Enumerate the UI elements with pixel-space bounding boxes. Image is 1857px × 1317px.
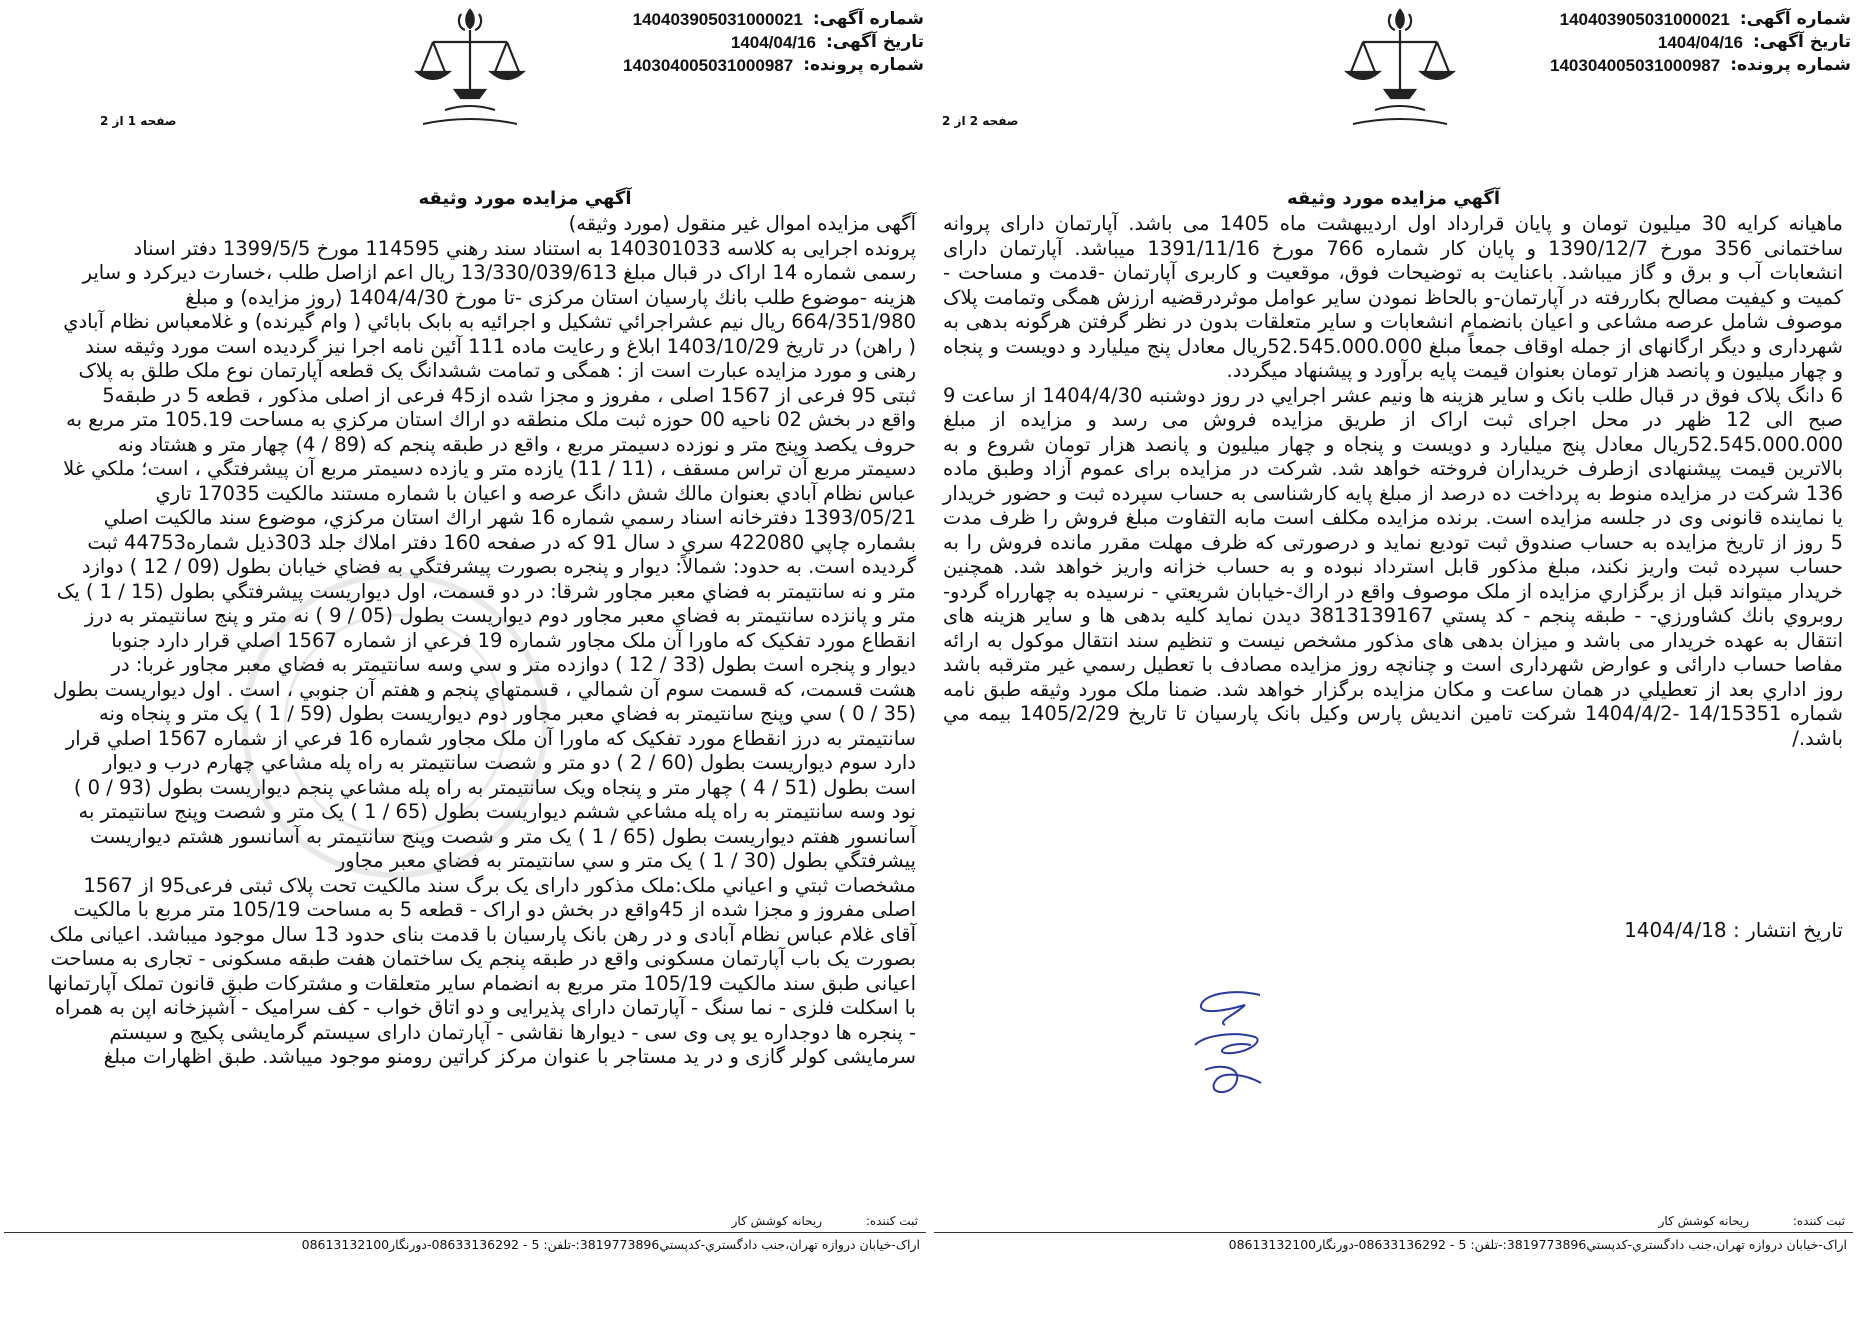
- ad-body-line: پرونده اجرایی به کلاسه 140301033 به استناد سند رهني 114595 مورخ 1399/5/5 دفتر اسناد: [133, 236, 916, 260]
- ad-body-line: پيشرفتگي بطول (30 / 1 ) يک متر و سي سانتيمتر به فضاي معبر مجاور: [335, 849, 916, 872]
- ad-body-line: نود وسه سانتيمتر به راه پله مشاعي ششم ديواريست بطول (65 / 1 ) يک متر و شصت وپنج سانتيمتر به: [78, 800, 916, 823]
- publication-date-label: تاریخ انتشار :: [1733, 918, 1843, 942]
- ad-body-paragraph: 6 دانگ پلاک فوق در قبال طلب بانک و سایر هزینه ها ونیم عشر اجرایي در روز دوشنبه 1404/4/30 از ساعت 9 صبح الی 12 ظهر در محل اجرای ثبت اراک از طریق مزایده فروش می رسد و مزایده از مبلغ 52.545.000.000ریال معادل پنج میلیارد و دویست و پنجاه و چهار میلیون و پانصد هزار تومان شروع و به بالاترین قیمت پیشنهادی ازطرف خریداران فروخته خواهد شد. شرکت در مزایده برای عموم آزاد وطبق ماده 136 شرکت در مزایده منوط به پرداخت ده درصد از مبلغ پایه کارشناسی به حساب سپرده ثبت و حضور خریدار یا نماینده قانونی وی در جلسه مزایده است. برنده مزایده مکلف است مابه التفاوت مبلغ فروش را ظرف مدت 5 روز از تاریخ مزایده به حساب صندوق ثبت تودیع نماید و درصورتی که ظرف مهلت مقرر مانده فروش را به حساب سپرده ثبت واریز نکند، مبلغ مذکور قابل استرداد نبوده و به حساب خزانه واریز خواهد شد. همچنین خریدار میتواند قبل از برگزاري مزايده از ملک موصوف واقع در اراك-خيابان شريعتي - نرسيده به چهارراه گردو- روبروي بانك كشاورزي- - طبقه پنجم - كد پستي 3813139167 ديدن نمايد كليه بدهی ها و سایر هزینه های انتقال به عهده خریدار می باشد و میزان بدهی های مذکور مشخص نیست و تنظیم سند انتقال موکول به ارائه مفاصا حساب دارائی و عوارض شهرداری است و چنانچه روز مزایده مصادف با تعطیل رسمي غير مترقبه باشد روز اداري بعد از تعطيلي در همان ساعت و مكان مزايده برگزار خواهد شد. ضمنا ملک مورد وثیقه طبق نامه شماره 14/15351 -1404/4/2 شرکت تامین اندیش پارس وکیل بانک پارسیان تا تاریخ 1405/2/29 بیمه مي باشد./: [943, 383, 1844, 750]
- ad-body-line: سانتيمتر به درز انقطاع مورد تفكيک كه ماورا آن ملک مجاور شماره 16 فرعي از شماره 1567 اصلي قرار: [65, 726, 916, 750]
- publication-date-value: 1404/4/18: [1624, 918, 1727, 942]
- ad-meta: [1491, 8, 1851, 77]
- registrar: [1659, 1214, 1845, 1228]
- ad-body-line: بصورت یک باب آپارتمان مسکونی واقع در طبقه پنجم یک ساختمان هفت طبقه مسکونی - تجاری به مساحت: [50, 947, 916, 970]
- ad-body-line: هزينه -موضوع طلب بانك پارسيان استان مركزی -تا مورخ 1404/4/30 (روز مزايده) و مبلغ: [185, 285, 916, 309]
- ad-body-line: آقای غلام عباس نظام آبادی و در رهن بانک پارسیان با قدمت بنای حدود 13 سال موجود میباشد. اعیانی ملک: [49, 922, 916, 946]
- ad-body-line: انقطاع مورد تفكيک كه ماورا آن ملک مجاور شماره 19 فرعي از شماره 1567 اصلي قرار دارد جنوبا: [111, 628, 916, 652]
- ad-number: 140403905031000021: [632, 10, 803, 29]
- ad-body-line: گرديده است. به حدود: شمالاً: ديوار و پنجره بصورت پيشرفتگي به فضاي خيابان بطول (09 / 12 ) دوازد: [81, 555, 916, 578]
- page-number: صفحه 1 از 2: [100, 114, 177, 128]
- case-number: 140304005031000987: [1550, 56, 1721, 75]
- ad-date: 1404/04/16: [730, 33, 816, 52]
- ad-body-line: آگهی مزایده اموال غیر منقول (مورد وثیقه): [568, 212, 916, 235]
- ad-body-line: (35 / 0 ) سي وپنج سانتيمتر به فضاي معبر مجاور دوم ديواريست بطول (59 / 1 ) يک متر و پنجاه ونه: [99, 702, 916, 725]
- ad-body-line: واقع در بخش 02 ناحيه 00 حوزه ثبت ملک منطقه دو اراك استان مركزي به مساحت 105.19 متر مربع به: [66, 408, 916, 431]
- ad-body-line: ديوار و پنجره است بطول (33 / 12 ) دوازده متر و سي وسه سانتيمتر به فضاي معبر مجاور غربا: در: [111, 653, 916, 676]
- ad-date: 1404/04/16: [1657, 33, 1743, 52]
- ad-title: آگهي مزايده مورد وثيقه: [418, 188, 632, 209]
- ad-body-line: مشخصات ثبتي و اعياني ملک:ملک مذکور دارای یک برگ سند مالکیت تحت پلاک ثبتی فرعی95 از 1567: [83, 873, 916, 897]
- ad-body-line: رهنی و مورد مزایده عبارت است از : همگی و تمامت ششدانگ یک قطعه آپارتمان نوع ملک طلق به پلاک: [78, 359, 916, 382]
- ad-body-line: با اسکلت فلزی - نما سنگ - آپارتمان دارای پذیرایی و دو اتاق خواب - کف سرامیک - آشپزخانه اپن به همراه: [54, 996, 916, 1019]
- judiciary-emblem-icon: [1325, 2, 1475, 132]
- ad-body-line: سرمایشی کولر گازی و در ید مستاجر با عنوان مرکز کراتین رومنو موجود میباشد. طبق اظهارات مبلغ: [103, 1045, 916, 1068]
- ad-title: آگهي مزايده مورد وثيقه: [1286, 188, 1501, 209]
- registrar-label: ثبت کننده:: [865, 1214, 918, 1228]
- ad-body-line: دارد سوم ديواريست بطول (60 / 2 ) دو متر و شصت سانتيمتر به راه پله مشاعي چهارم درب و ديوار: [102, 751, 916, 774]
- ad-body-line: - پنجره ها دوجداره یو پی وی سی - دیوارها نقاشی - آپارتمان دارای سیستم گرمایشی پکیج و سیستم: [109, 1020, 916, 1044]
- case-number-label: شماره پرونده:: [1730, 55, 1851, 75]
- registrar-name: ریحانه کوشش کار: [731, 1214, 823, 1228]
- office-address: اراک-خيابان دروازه تهران،جنب دادگستري-کدپستي3819773896:-تلفن: 5 - 08633136292-دورنگار08613132100: [1228, 1237, 1847, 1252]
- ad-body: [943, 212, 1843, 751]
- ad-body-line: حروف يكصد وپنج متر و نوزده دسيمتر مربع ، واقع در طبقه پنجم كه (89 / 4) چهار متر و هشتاد ونه: [117, 432, 916, 456]
- registrar: [732, 1214, 918, 1228]
- ad-body-paragraph: ماهیانه کرایه 30 میلیون تومان و پایان قرارداد اول اردیبهشت ماه 1405 می باشد. آپارتمان دارای پروانه ساختمانی 356 مورخ 1390/12/7 و پایان کار شماره 766 مورخ 1391/11/16 میباشد. آپارتمان دارای انشعابات آب و برق و گاز میباشد. باعنایت به توضیحات فوق، موقعیت و کاربری آپارتمان -قدمت و مساحت - کمیت و کیفیت مصالح بکاررفته در آپارتمان-و بالحاظ نمودن سایر عوامل موثردرقضیه ارزش همگی وتمامت پلاک موصوف شامل عرصه مشاعی و اعیان بانضمام انشعابات و سایر متعلقات بدون در نظر گرفتن هرگونه بدهی به شهرداری و دیگر ارگانهای از جمله اوقاف جمعاً مبلغ 52.545.000.000ریال معادل پنج میلیارد و دویست و پنجاه و چهار میلیون و پانصد هزار تومان بعنوان قیمت پایه برآورد و پیشنهاد میگردد.: [943, 212, 1844, 382]
- ad-meta: [564, 8, 924, 77]
- ad-body-line: رسمی شماره 14 اراک در قبال مبلغ 13/330/039/613 ريال اعم ازاصل طلب ،خسارت ديركرد و ساير: [82, 261, 916, 284]
- watermark-seal-icon: [230, 560, 560, 890]
- ad-number-label: شماره آگهی:: [1739, 9, 1851, 29]
- ad-body-line: بشماره چاپي 422080 سري د سال 91 كه در صفحه 160 دفتر املاك جلد 303ذيل شماره44753 ثبت: [87, 530, 916, 554]
- ad-body-line: متر و پانزده سانتيمتر به فضاي معبر مجاور دوم ديواريست بطول (05 / 9 ) نه متر و پنج سانتيمتر به درز: [84, 604, 916, 627]
- judiciary-emblem-icon: [395, 2, 545, 132]
- signature-icon: [1165, 975, 1305, 1115]
- case-number: 140304005031000987: [623, 56, 794, 75]
- ad-body-line: ( راهن) در تاريخ 1403/10/29 ابلاغ و رعايت ماده 111 آئين نامه اجرا نيز گرديده است مورد وثيقه سند: [85, 334, 916, 358]
- office-address: اراک-خيابان دروازه تهران،جنب دادگستري-کدپستي3819773896:-تلفن: 5 - 08633136292-دورنگار08613132100: [301, 1237, 920, 1252]
- ad-number: 140403905031000021: [1559, 10, 1730, 29]
- ad-number-label: شماره آگهی:: [812, 9, 924, 29]
- ad-date-label: تاریخ آگهی:: [1752, 32, 1851, 52]
- ad-body-line: اعیانی طبق سند مالکیت 105/19 متر مربع به انضمام سایر متعلقات و مشترکات طبق قانون تملک آپارتمانها: [47, 971, 916, 995]
- ad-body-line: 1393/05/21 دفترخانه اسناد رسمي شماره 16 شهر اراك استان مركزي، موضوع سند مالكيت اصلي: [103, 506, 916, 529]
- publication-date: [1624, 918, 1843, 942]
- ad-body-line: دسيمتر مربع آن تراس مسقف ، (11 / 11) يازده متر و يازده دسيمتر مربع آن پيشرفتگي ، است؛ ملكي غلا: [63, 457, 916, 480]
- ad-body-line: اصلی مفروز و مجزا شده از 45واقع در بخش دو اراک - قطعه 5 به مساحت 105/19 متر مربع با مالکیت: [73, 898, 916, 921]
- ad-body-line: 664/351/980 ريال نيم عشراجرائي تشكيل و اجرائيه به بابک بابائي ( وام گيرنده) و غلامعباس نظام آبادي: [63, 310, 916, 333]
- ad-body-line: متر و نه سانتيمتر به فضاي معبر مجاور شرقا: در دو قسمت، اول ديواريست پيشرفتگي بطول (15 / 1 ) يک: [56, 579, 916, 603]
- ad-body-line: هشت قسمت، كه قسمت سوم آن شمالي ، قسمتهاي پنجم و هفتم آن جنوبي ، است . اول ديواريست بطول: [52, 677, 916, 701]
- ad-body-line: آسانسور هفتم ديواريست بطول (65 / 1 ) يک متر و شصت وپنج سانتيمتر به آسانسور هشتم ديواريست: [89, 824, 916, 848]
- case-number-label: شماره پرونده:: [803, 55, 924, 75]
- ad-date-label: تاریخ آگهی:: [825, 32, 924, 52]
- footer-divider: [4, 1232, 926, 1233]
- registrar-name: ریحانه کوشش کار: [1658, 1214, 1750, 1228]
- page-number: صفحه 2 از 2: [942, 114, 1019, 128]
- ad-body-line: است بطول (51 / 4 ) چهار متر و پنجاه ويک سانتيمتر به راه پله مشاعي پنجم ديواريست بطول (93 / 0 ): [73, 775, 916, 799]
- registrar-label: ثبت کننده:: [1792, 1214, 1845, 1228]
- footer-divider: [934, 1232, 1853, 1233]
- ad-page-2: [930, 0, 1857, 1317]
- ad-body-line: عباس نظام آبادي بعنوان مالك شش دانگ عرصه و اعيان با شماره مستند مالكيت 17035 تاري: [155, 481, 916, 505]
- ad-body-line: ثبتی 95 فرعی از 1567 اصلی ، مفروز و مجزا شده از45 فرعی از اصلی مذکور ، قطعه 5 در طبقه5: [102, 383, 916, 407]
